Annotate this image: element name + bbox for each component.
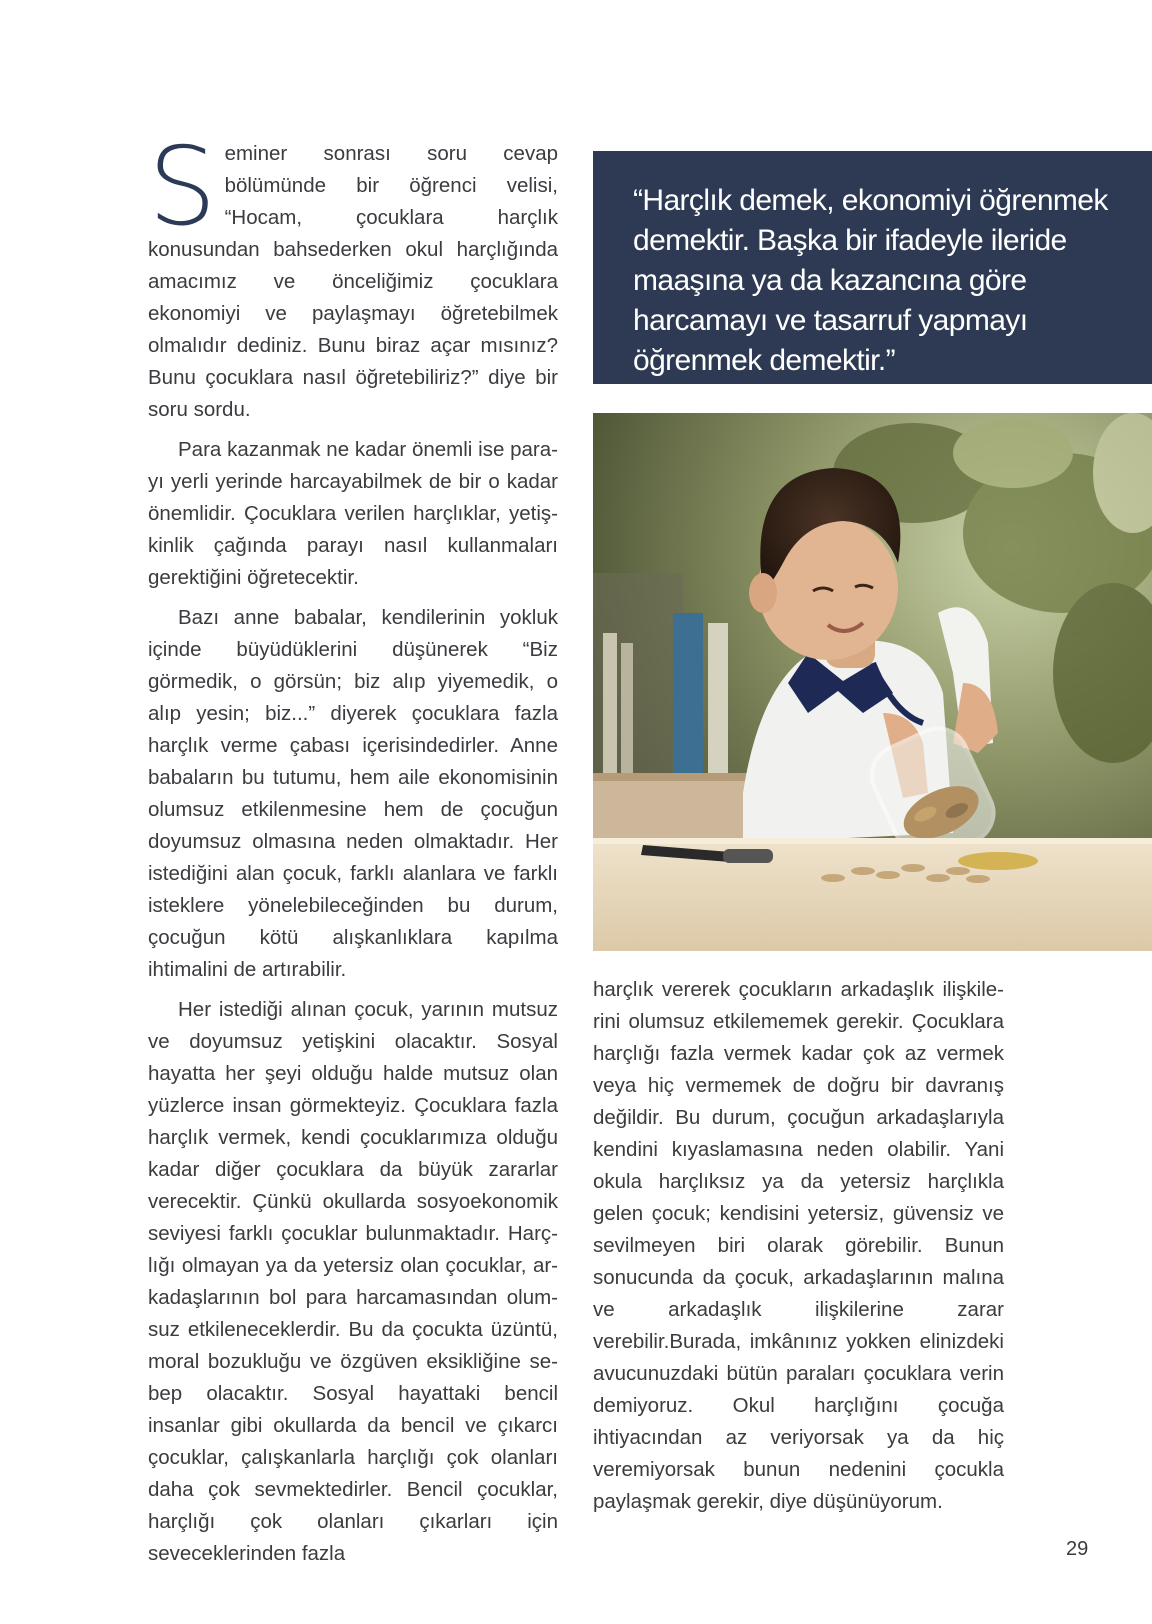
left-column [148, 125, 558, 1570]
paragraph-2: Para kazanmak ne kadar önemli ise parayı yerli yerinde harcayabilmek de bir o kadar önemlidir. Çocuklara verilen harçlıklar, yetişkinlik çağında parayı nasıl kullanmaları gerektiğini öğretecektir. [148, 438, 558, 589]
pull-quote-text: “Harçlık demek, ekonomiyi öğrenmek demektir. Başka bir ifadeyle ileride maaşına ya da kazancına göre harcamayı ve tasarruf yapmayı öğrenmek demektir.” [633, 184, 1108, 377]
page-number: 29 [1066, 1538, 1089, 1560]
paragraph-3: Bazı anne babalar, kendilerinin yokluk içinde büyüdüklerini düşünerek “Biz görmedik, o görsün; biz alıp yiyemedik, o alıp yesin; biz...” diyerek çocuklara fazla harçlık verme çabası içerisindedirler. Anne babaların bu tutumu, hem aile ekonomisinin olumsuz etkilenmesine hem de çocuğun doyumsuz olmasına neden olmaktadır. Her istediğini alan çocuk, farklı alanlara ve farklı isteklere yönelebileceğinden bu durum, çocuğun kötü alışkanlıklara kapılma ihtimalini de artırabilir. [148, 606, 558, 981]
pull-quote-box [593, 151, 1152, 384]
paragraph-1 [148, 125, 558, 426]
photo-illustration [593, 413, 1152, 951]
paragraph-5: harçlık vererek çocukların arkadaşlık ilişkilerini olumsuz etkilememek gerekir. Çocuklara harçlığı fazla vermek kadar çok az vermek veya hiç vermemek de doğru bir davranış değildir. Bu durum, çocuğun arkadaşlarıyla kendini kıyaslamasına neden olabilir. Yani okula harçlıksız ya da yetersiz harçlıkla gelen çocuk; kendisini yetersiz, güvensiz ve sevilmeyen biri olarak görebilir. Bunun sonucunda da çocuk, arkadaşlarının malına ve arkadaşlık ilişkilerine zarar verebilir.Burada, imkânınız yokken elinizdeki avucunuzdaki bütün paraları çocuklara verin demiyoruz. Okul harçlığını çocuğa ihtiyacından az veriyorsak ya da hiç veremiyorsak bunun nedenini çocukla paylaşmak gerekir, diye düşünüyorum. [593, 978, 1004, 1513]
paragraph-4: Her istediği alınan çocuk, yarının mutsuz ve doyumsuz yetişkini olacaktır. Sosyal hayatta her şeyi olduğu halde mutsuz olan yüzlerce insan görmekteyiz. Çocuklara fazla harçlık vermek, kendi çocuklarımıza olduğu kadar diğer çocuklara da büyük zararlar verecektir. Çünkü okullarda sosyoekonomik seviyesi farklı çocuklar bulunmaktadır. Harçlığı olmayan ya da yetersiz olan çocuklar, arkadaşlarının bol para harcamasından olumsuz etkileneceklerdir. Bu da çocukta üzüntü, moral bozukluğu ve özgüven eksikliğine sebep olacaktır. Sosyal hayattaki bencil insanlar gibi okullarda da bencil ve çıkarcı çocuklar, çalışkanlarla harçlığı çok olanları daha çok sevmektedirler. Bencil çocuklar, harçlığı çok olanları çıkarları için seveceklerinden fazla [148, 998, 558, 1565]
paragraph-1-text: eminer sonrası soru cevap bölümünde bir öğrenci velisi, “Hocam, çocuklara harçlık konusundan bahsederken okul harçlığında amacımız ve önceliğimiz çocuklara ekonomiyi ve paylaşmayı öğretebilmek olmalıdır dediniz. Bunu biraz açar mısınız? Bunu çocuklara nasıl öğretebiliriz?” diye bir soru sordu. [148, 142, 558, 421]
drop-cap: S [148, 125, 217, 250]
right-column [593, 974, 1004, 1518]
child-coin-jar-photo [593, 413, 1152, 951]
